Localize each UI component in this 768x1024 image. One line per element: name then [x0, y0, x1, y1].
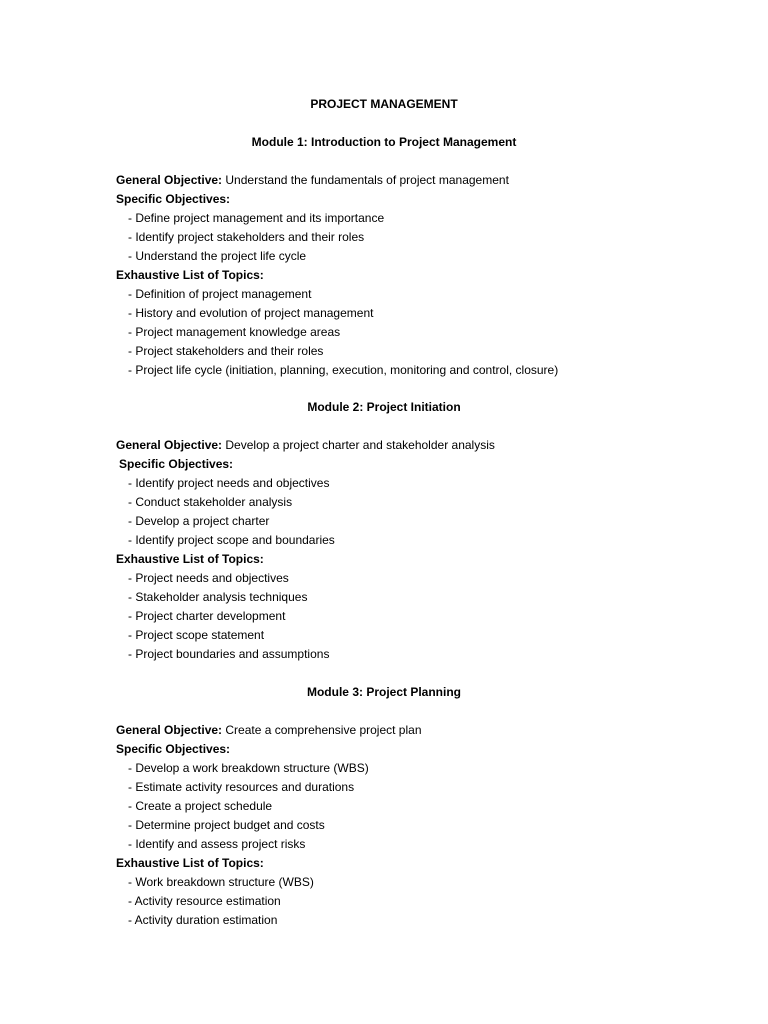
specific-objective-item: - Determine project budget and costs — [128, 818, 325, 832]
topic-item: - Project life cycle (initiation, planning, execution, monitoring and control, closure) — [128, 363, 559, 377]
module-heading: Module 1: Introduction to Project Management — [251, 135, 517, 149]
specific-objective-item: - Identify project needs and objectives — [128, 476, 330, 490]
general-objective-label: General Objective: — [116, 723, 223, 737]
topic-item: - Project scope statement — [128, 628, 265, 642]
topic-item: - Project boundaries and assumptions — [128, 647, 330, 661]
module-heading: Module 2: Project Initiation — [307, 400, 461, 414]
topic-item: - Definition of project management — [128, 287, 312, 301]
general-objective — [116, 722, 422, 738]
specific-objective-item: - Define project management and its importance — [128, 211, 385, 225]
topic-item: - History and evolution of project management — [128, 306, 374, 320]
document-title: PROJECT MANAGEMENT — [310, 97, 458, 111]
specific-objective-item: - Identify and assess project risks — [128, 837, 306, 851]
topic-item: - Stakeholder analysis techniques — [128, 590, 308, 604]
general-objective-label: General Objective: — [116, 173, 223, 187]
specific-objectives-label: Specific Objectives: — [119, 457, 234, 471]
topic-item: - Project charter development — [128, 609, 286, 623]
specific-objective-item: - Identify project scope and boundaries — [128, 533, 335, 547]
general-objective — [116, 172, 509, 188]
general-objective-text: Understand the fundamentals of project management — [225, 173, 509, 187]
topic-item: - Activity resource estimation — [128, 894, 281, 908]
general-objective-text: Develop a project charter and stakeholder analysis — [225, 438, 495, 452]
specific-objective-item: - Create a project schedule — [128, 799, 273, 813]
topic-item: - Project needs and objectives — [128, 571, 289, 585]
specific-objective-item: - Develop a project charter — [128, 514, 270, 528]
topic-item: - Activity duration estimation — [128, 913, 278, 927]
specific-objective-item: - Understand the project life cycle — [128, 249, 307, 263]
general-objective-text: Create a comprehensive project plan — [225, 723, 422, 737]
specific-objectives-label: Specific Objectives: — [116, 192, 231, 206]
specific-objective-item: - Conduct stakeholder analysis — [128, 495, 293, 509]
general-objective — [116, 437, 495, 453]
topic-item: - Work breakdown structure (WBS) — [128, 875, 314, 889]
topics-label: Exhaustive List of Topics: — [116, 856, 264, 870]
specific-objective-item: - Develop a work breakdown structure (WBS) — [128, 761, 369, 775]
general-objective-label: General Objective: — [116, 438, 223, 452]
topics-label: Exhaustive List of Topics: — [116, 552, 264, 566]
module-heading: Module 3: Project Planning — [306, 685, 461, 699]
topic-item: - Project management knowledge areas — [128, 325, 341, 339]
specific-objectives-label: Specific Objectives: — [116, 742, 231, 756]
topic-item: - Project stakeholders and their roles — [128, 344, 324, 358]
specific-objective-item: - Estimate activity resources and durations — [128, 780, 355, 794]
topics-label: Exhaustive List of Topics: — [116, 268, 264, 282]
specific-objective-item: - Identify project stakeholders and their roles — [128, 230, 365, 244]
